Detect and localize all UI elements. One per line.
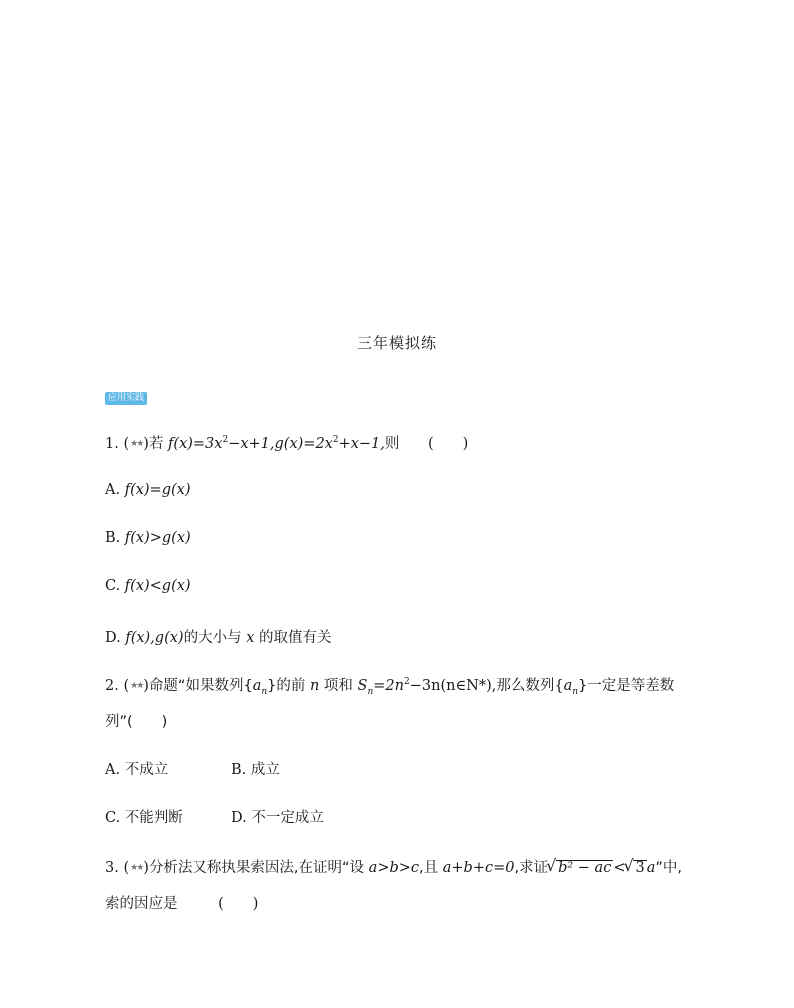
var-a: a <box>646 860 656 876</box>
question-text: 分析法又称执果索因法,在证明“设 <box>148 860 369 876</box>
subscript: n <box>367 686 374 697</box>
option-expr: f(x)<g(x) <box>124 578 191 594</box>
expr-g-tail: +x−1, <box>338 436 385 452</box>
option-var: x <box>246 630 255 646</box>
question-text: −3n(n∈N*),那么数列{ <box>409 678 564 694</box>
subscript: n <box>261 686 268 697</box>
option-text: 不能判断 <box>124 810 183 826</box>
expr-f-tail: −x+1, <box>228 436 275 452</box>
exponent: 2 <box>222 435 229 446</box>
question-text: 命题“如果数列{ <box>148 678 253 694</box>
difficulty-stars-icon: (★★) <box>123 860 149 876</box>
option-text: 成立 <box>250 762 280 778</box>
question-number: 1. <box>105 436 119 452</box>
q2-option-a <box>105 758 168 779</box>
var-n: n <box>309 678 320 694</box>
option-label: A. <box>105 482 121 498</box>
sum-expr: a+b+c=0 <box>442 860 515 876</box>
section-badge: 应用实践 <box>105 392 147 405</box>
option-label: B. <box>105 530 121 546</box>
condition-expr: a>b>c <box>368 860 420 876</box>
option-expr: f(x)>g(x) <box>124 530 191 546</box>
option-label: C. <box>105 578 121 594</box>
difficulty-stars-icon: (★★) <box>123 678 149 694</box>
exponent: 2 <box>404 677 410 688</box>
question-text: 索的因应是 <box>105 896 178 912</box>
question-2-line-2 <box>105 710 167 731</box>
question-3 <box>105 856 682 877</box>
option-d <box>105 626 331 647</box>
option-label: C. <box>105 810 121 826</box>
option-label: D. <box>231 810 247 826</box>
less-than: < <box>613 860 626 876</box>
question-text: }一定是等差数 <box>578 678 675 694</box>
var-a: a <box>252 678 262 694</box>
var-s: S <box>357 678 368 694</box>
option-b <box>105 530 191 546</box>
sqrt-radicand: b² − ac <box>558 860 612 876</box>
option-text: 的大小与 <box>183 630 247 646</box>
question-number: 3. <box>105 860 119 876</box>
option-c <box>105 578 191 594</box>
var-a: a <box>563 678 573 694</box>
question-text: ”中, <box>655 860 682 876</box>
question-text: 若 <box>148 436 169 452</box>
option-text: 不一定成立 <box>251 810 324 826</box>
question-1 <box>105 432 468 453</box>
answer-blank: ( ) <box>218 896 259 912</box>
page-title: 三年模拟练 <box>356 334 437 352</box>
question-3-line-2 <box>105 892 258 913</box>
subscript: n <box>572 686 579 697</box>
option-label: D. <box>105 630 121 646</box>
sqrt-expr <box>556 860 613 876</box>
sqrt-radicand: 3 <box>635 860 645 876</box>
question-text: ,求证 <box>514 860 549 876</box>
difficulty-stars-icon: (★★) <box>123 436 149 452</box>
q2-option-b <box>231 758 280 779</box>
option-expr: f(x),g(x) <box>125 630 184 646</box>
question-2 <box>105 674 674 697</box>
option-label: B. <box>231 762 247 778</box>
answer-blank: ( ) <box>428 436 469 452</box>
option-text: 不成立 <box>124 762 169 778</box>
question-text: 列”( ) <box>105 714 168 730</box>
q2-option-d <box>231 806 324 827</box>
question-text-end: 则 <box>384 436 400 452</box>
expr: =2n <box>373 678 404 694</box>
expr-g: g(x)=2x <box>274 436 333 452</box>
option-a <box>105 482 190 498</box>
question-text: 项和 <box>319 678 358 694</box>
question-text: ,且 <box>419 860 443 876</box>
expr-f: f(x)=3x <box>168 436 223 452</box>
q2-option-c <box>105 806 183 827</box>
question-text: }的前 <box>267 678 310 694</box>
exponent: 2 <box>332 435 339 446</box>
option-text: 的取值有关 <box>254 630 332 646</box>
question-number: 2. <box>105 678 119 694</box>
sqrt-expr <box>633 860 646 876</box>
option-expr: f(x)=g(x) <box>124 482 191 498</box>
option-label: A. <box>105 762 121 778</box>
